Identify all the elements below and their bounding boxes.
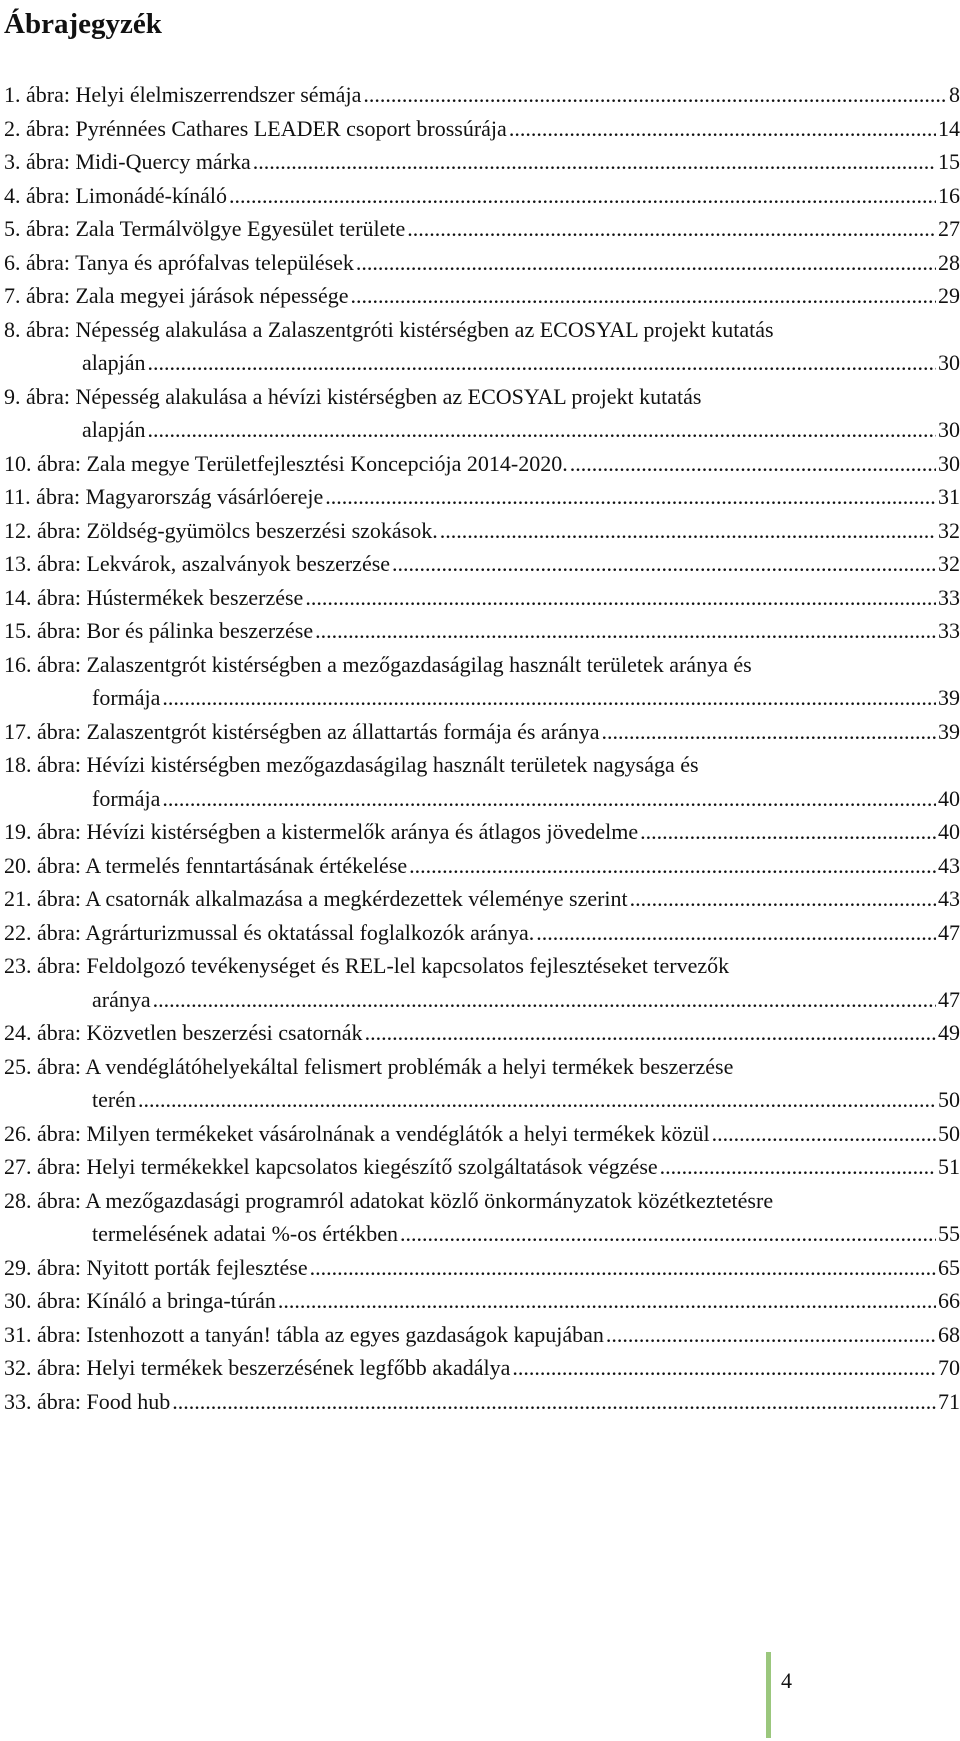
figure-caption: 32. ábra: Helyi termékek beszerzésének legfőbb akadálya — [4, 1355, 511, 1380]
figure-entry[interactable] — [4, 313, 960, 380]
figure-page-number: 27 — [938, 216, 960, 241]
figure-entry[interactable] — [4, 212, 960, 246]
figure-page-number: 50 — [938, 1120, 960, 1146]
figure-caption: 28. ábra: A mezőgazdasági programról adatokat közlő önkormányzatok közétkeztetésre — [4, 1187, 774, 1213]
figure-entry[interactable] — [4, 1150, 960, 1184]
figure-entry-line — [4, 949, 960, 983]
figure-entry-line — [4, 1117, 960, 1151]
figure-entry[interactable] — [4, 547, 960, 581]
figure-entry-line — [4, 916, 960, 950]
page-number: 4 — [781, 1668, 792, 1693]
figure-page-number: 51 — [938, 1154, 960, 1179]
figure-entry-line — [4, 614, 960, 648]
figure-page-number: 39 — [938, 718, 960, 744]
figure-entry-line — [4, 145, 960, 179]
figure-entry-line — [4, 1184, 960, 1218]
figure-caption: 6. ábra: Tanya és aprófalvas települések — [4, 249, 354, 275]
figure-entry[interactable] — [4, 1184, 960, 1251]
dot-leader — [148, 346, 936, 380]
figure-list — [4, 78, 960, 1418]
figure-entry-line — [4, 179, 960, 213]
figure-caption: 11. ábra: Magyarország vásárlóereje — [4, 484, 324, 509]
figure-page-number: 43 — [938, 886, 960, 911]
figure-entry-line — [4, 246, 960, 280]
figure-page-number: 30 — [938, 417, 960, 442]
figure-entry-line — [4, 1284, 960, 1318]
figure-caption: 1. ábra: Helyi élelmiszerrendszer sémája — [4, 82, 362, 107]
dot-leader — [712, 1117, 936, 1151]
figure-caption: formája — [92, 685, 161, 710]
figure-entry-line — [4, 1251, 960, 1285]
figure-caption: 9. ábra: Népesség alakulása a hévízi kistérségben az ECOSYAL projekt kutatás — [4, 383, 702, 409]
figure-entry[interactable] — [4, 849, 960, 883]
figure-entry-line — [4, 648, 960, 682]
figure-entry-line — [4, 212, 960, 246]
figure-page-number: 47 — [938, 919, 960, 945]
dot-leader — [602, 715, 936, 749]
figure-page-number: 71 — [938, 1388, 960, 1414]
dot-leader — [148, 413, 936, 447]
figure-entry[interactable] — [4, 112, 960, 146]
figure-caption: 30. ábra: Kínáló a bringa-túrán — [4, 1288, 276, 1313]
dot-leader — [253, 145, 936, 179]
figure-entry[interactable] — [4, 78, 960, 112]
figure-page-number: 32 — [938, 517, 960, 543]
dot-leader — [440, 514, 936, 548]
figure-page-number: 8 — [949, 82, 960, 107]
figure-entry-line — [4, 1050, 960, 1084]
figure-entry-continuation — [4, 1217, 960, 1251]
figure-page-number: 28 — [938, 249, 960, 275]
figure-page-number: 65 — [938, 1254, 960, 1280]
figure-caption: 24. ábra: Közvetlen beszerzési csatornák — [4, 1020, 363, 1045]
figure-entry-line — [4, 581, 960, 615]
figure-entry-continuation — [4, 1083, 960, 1117]
figure-entry[interactable] — [4, 815, 960, 849]
figure-entry-line — [4, 1150, 960, 1184]
figure-entry[interactable] — [4, 916, 960, 950]
figure-page-number: 31 — [938, 484, 960, 509]
figure-page-number: 30 — [938, 450, 960, 476]
figure-entry[interactable] — [4, 748, 960, 815]
dot-leader — [229, 179, 936, 213]
figure-caption: 3. ábra: Midi-Quercy márka — [4, 149, 251, 174]
figure-entry[interactable] — [4, 614, 960, 648]
dot-leader — [310, 1251, 936, 1285]
dot-leader — [351, 279, 936, 313]
dot-leader — [325, 480, 936, 514]
figure-caption: 22. ábra: Agrárturizmussal és oktatással foglalkozók aránya. — [4, 919, 535, 945]
dot-leader — [305, 581, 936, 615]
dot-leader — [278, 1284, 936, 1318]
dot-leader — [365, 1016, 936, 1050]
dot-leader — [400, 1217, 936, 1251]
figure-page-number: 15 — [938, 149, 960, 174]
figure-entry[interactable] — [4, 279, 960, 313]
figure-page-number: 32 — [938, 551, 960, 576]
dot-leader — [536, 916, 936, 950]
figure-entry-line — [4, 882, 960, 916]
figure-page-number: 68 — [938, 1321, 960, 1347]
figure-entry[interactable] — [4, 882, 960, 916]
figure-entry[interactable] — [4, 1284, 960, 1318]
figure-page-number: 16 — [938, 182, 960, 208]
figure-caption: 8. ábra: Népesség alakulása a Zalaszentgróti kistérségben az ECOSYAL projekt kutatás — [4, 316, 774, 342]
figure-caption: 23. ábra: Feldolgozó tevékenységet és REL-lel kapcsolatos fejlesztéseket tervezők — [4, 953, 730, 978]
figure-entry[interactable] — [4, 715, 960, 749]
figure-entry[interactable] — [4, 514, 960, 548]
figure-entry-line — [4, 78, 960, 112]
figure-caption: 5. ábra: Zala Termálvölgye Egyesület területe — [4, 216, 406, 241]
figure-entry[interactable] — [4, 480, 960, 514]
dot-leader — [172, 1385, 936, 1419]
dot-leader — [363, 78, 947, 112]
figure-caption: formája — [92, 785, 161, 811]
figure-entry-line — [4, 380, 960, 414]
dot-leader — [138, 1083, 936, 1117]
figure-caption: 13. ábra: Lekvárok, aszalványok beszerzése — [4, 551, 391, 576]
figure-entry-line — [4, 849, 960, 883]
dot-leader — [409, 849, 936, 883]
figure-page-number: 55 — [938, 1221, 960, 1246]
figure-caption: 29. ábra: Nyitott porták fejlesztése — [4, 1254, 308, 1280]
figure-caption: 16. ábra: Zalaszentgrót kistérségben a mezőgazdaságilag használt területek aránya és — [4, 651, 752, 677]
figure-entry[interactable] — [4, 648, 960, 715]
figure-caption: 26. ábra: Milyen termékeket vásárolnának a vendéglátók a helyi termékek közül — [4, 1120, 710, 1146]
figure-entry-line — [4, 313, 960, 347]
figure-entry-line — [4, 112, 960, 146]
figure-entry[interactable] — [4, 447, 960, 481]
figure-entry-line — [4, 1016, 960, 1050]
figure-entry-continuation — [4, 983, 960, 1017]
figure-entry-line — [4, 715, 960, 749]
figure-caption: 31. ábra: Istenhozott a tanyán! tábla az egyes gazdaságok kapujában — [4, 1321, 604, 1347]
figure-caption: 20. ábra: A termelés fenntartásának értékelése — [4, 852, 408, 878]
figure-page-number: 30 — [938, 350, 960, 375]
figure-entry[interactable] — [4, 1351, 960, 1385]
figure-entry[interactable] — [4, 1385, 960, 1419]
figure-page-number: 33 — [938, 618, 960, 643]
figure-entry[interactable] — [4, 1318, 960, 1352]
dot-leader — [162, 782, 936, 816]
figure-page-number: 33 — [938, 584, 960, 610]
figure-entry-line — [4, 1318, 960, 1352]
figure-caption: 12. ábra: Zöldség-gyümölcs beszerzési szokások. — [4, 517, 438, 543]
dot-leader — [630, 882, 936, 916]
figure-caption: 25. ábra: A vendéglátóhelyekáltal felismert problémák a helyi termékek beszerzése — [4, 1053, 734, 1079]
figure-caption: terén — [92, 1087, 136, 1112]
figure-page-number: 47 — [938, 986, 960, 1012]
figure-caption: 14. ábra: Hústermékek beszerzése — [4, 584, 304, 610]
figure-caption: 27. ábra: Helyi termékekkel kapcsolatos kiegészítő szolgáltatások végzése — [4, 1154, 658, 1179]
dot-leader — [162, 681, 936, 715]
figure-entry[interactable] — [4, 1016, 960, 1050]
figure-caption: 10. ábra: Zala megye Területfejlesztési Koncepciója 2014-2020. — [4, 450, 568, 476]
figure-caption: 2. ábra: Pyrénnées Cathares LEADER csoport brossúrája — [4, 115, 507, 141]
figure-caption: 18. ábra: Hévízi kistérségben mezőgazdaságilag használt területek nagysága és — [4, 752, 699, 777]
figure-caption: 33. ábra: Food hub — [4, 1388, 171, 1414]
figure-caption: 7. ábra: Zala megyei járások népessége — [4, 283, 349, 308]
figure-entry[interactable] — [4, 1117, 960, 1151]
figure-caption: 21. ábra: A csatornák alkalmazása a megkérdezettek véleménye szerint — [4, 886, 628, 911]
figure-entry-line — [4, 279, 960, 313]
figure-entry[interactable] — [4, 581, 960, 615]
dot-leader — [153, 983, 936, 1017]
figure-page-number: 39 — [938, 685, 960, 710]
figure-entry-continuation — [4, 413, 960, 447]
figure-page-number: 49 — [938, 1020, 960, 1045]
dot-leader — [392, 547, 936, 581]
figure-entry[interactable] — [4, 1251, 960, 1285]
dot-leader — [356, 246, 936, 280]
figure-page-number: 40 — [938, 819, 960, 844]
figure-entry-line — [4, 815, 960, 849]
figure-caption: 15. ábra: Bor és pálinka beszerzése — [4, 618, 314, 643]
figure-page-number: 14 — [938, 115, 960, 141]
figure-entry-line — [4, 514, 960, 548]
figure-entry[interactable] — [4, 145, 960, 179]
page-title: Ábrajegyzék — [4, 8, 162, 40]
figure-caption: 17. ábra: Zalaszentgrót kistérségben az állattartás formája és aránya — [4, 718, 600, 744]
figure-caption: termelésének adatai %-os értékben — [92, 1221, 399, 1246]
figure-entry-line — [4, 1385, 960, 1419]
figure-entry[interactable] — [4, 1050, 960, 1117]
figure-caption: alapján — [82, 350, 146, 375]
figure-entry-line — [4, 1351, 960, 1385]
figure-entry-line — [4, 480, 960, 514]
figure-caption: alapján — [82, 417, 146, 442]
figure-entry-continuation — [4, 346, 960, 380]
figure-page-number: 66 — [938, 1288, 960, 1313]
figure-page-number: 40 — [938, 785, 960, 811]
dot-leader — [315, 614, 936, 648]
dot-leader — [640, 815, 936, 849]
figure-entry-continuation — [4, 681, 960, 715]
dot-leader — [407, 212, 936, 246]
page-footer — [766, 1652, 792, 1738]
figure-entry-line — [4, 447, 960, 481]
figure-entry-line — [4, 748, 960, 782]
figure-entry-continuation — [4, 782, 960, 816]
figure-entry[interactable] — [4, 246, 960, 280]
figure-entry[interactable] — [4, 179, 960, 213]
dot-leader — [660, 1150, 936, 1184]
figure-caption: aránya — [92, 986, 151, 1012]
figure-caption: 19. ábra: Hévízi kistérségben a kistermelők aránya és átlagos jövedelme — [4, 819, 639, 844]
figure-page-number: 70 — [938, 1355, 960, 1380]
figure-page-number: 43 — [938, 852, 960, 878]
dot-leader — [606, 1318, 936, 1352]
figure-page-number: 29 — [938, 283, 960, 308]
dot-leader — [570, 447, 936, 481]
figure-entry-line — [4, 547, 960, 581]
figure-caption: 4. ábra: Limonádé-kínáló — [4, 182, 227, 208]
figure-page-number: 50 — [938, 1087, 960, 1112]
figure-entry[interactable] — [4, 380, 960, 447]
dot-leader — [512, 1351, 936, 1385]
dot-leader — [509, 112, 936, 146]
figure-entry[interactable] — [4, 949, 960, 1016]
